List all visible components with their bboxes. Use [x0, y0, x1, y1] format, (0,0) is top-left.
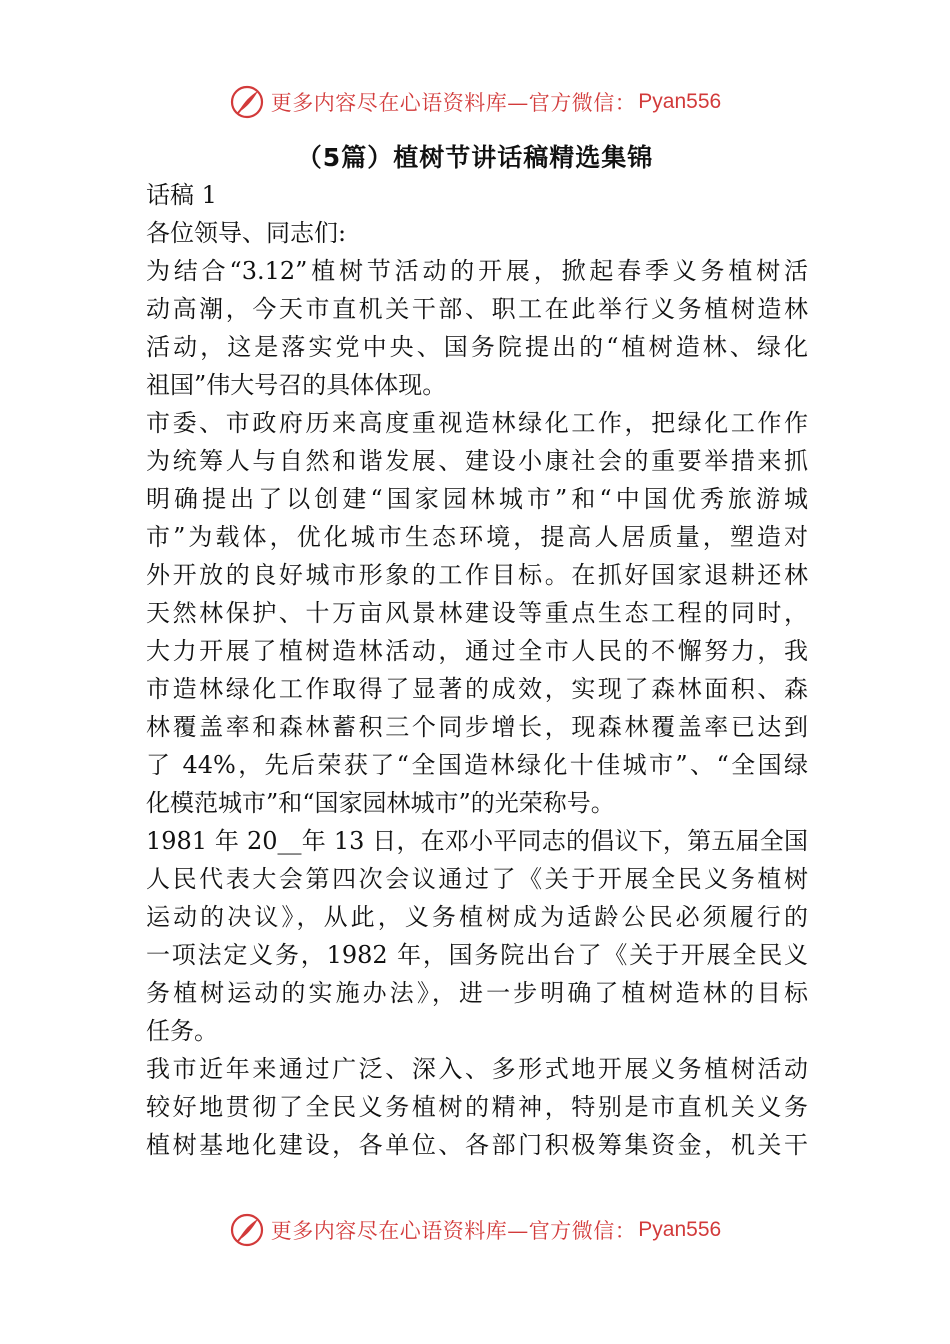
text-line: 为结合“3.12”植树节活动的开展，掀起春季义务植树活: [146, 257, 808, 285]
text-line: 明确提出了以创建“国家园林城市”和“中国优秀旅游城: [146, 485, 808, 513]
quill-pen-logo-icon: [229, 84, 265, 120]
text-line: 植树基地化建设，各单位、各部门积极筹集资金，机关干: [146, 1131, 808, 1159]
banner-text: 更多内容尽在心语资料库—官方微信：: [270, 91, 637, 115]
text-line: 我市近年来通过广泛、深入、多形式地开展义务植树活动: [146, 1055, 808, 1083]
text-line: 较好地贯彻了全民义务植树的精神，特别是市直机关义务: [146, 1093, 808, 1121]
text-line: 话稿 1: [146, 181, 217, 209]
text-line: 化模范城市”和“国家园林城市”的光荣称号。: [146, 789, 615, 817]
text-line: 外开放的良好城市形象的工作目标。在抓好国家退耕还林: [146, 561, 808, 589]
text-line: 市委、市政府历来高度重视造林绿化工作，把绿化工作作: [146, 409, 808, 437]
text-line: 任务。: [146, 1017, 218, 1045]
quill-pen-logo-icon: [229, 1212, 265, 1248]
text-line: 活动，这是落实党中央、国务院提出的“植树造林、绿化: [146, 333, 808, 361]
text-line: 大力开展了植树造林活动，通过全市人民的不懈努力，我: [146, 637, 808, 665]
banner-wechat-id: Pyan556: [638, 90, 722, 113]
text-line: 1981 年 20__年 13 日，在邓小平同志的倡议下，第五届全国: [146, 827, 808, 855]
banner-wechat-id: Pyan556: [638, 1218, 722, 1241]
text-line: 天然林保护、十万亩风景林建设等重点生态工程的同时，: [146, 599, 808, 627]
text-line: 市造林绿化工作取得了显著的成效，实现了森林面积、森: [146, 675, 808, 703]
text-line: 了 44%，先后荣获了“全国造林绿化十佳城市”、“全国绿: [146, 751, 808, 779]
text-line: 林覆盖率和森林蓄积三个同步增长，现森林覆盖率已达到: [146, 713, 808, 741]
text-line: 各位领导、同志们:: [146, 219, 347, 247]
text-line: 人民代表大会第四次会议通过了《关于开展全民义务植树: [146, 865, 808, 893]
document-body: [146, 176, 808, 1164]
banner-text: 更多内容尽在心语资料库—官方微信：: [270, 1219, 637, 1243]
text-line: 运动的决议》，从此，义务植树成为适龄公民必须履行的: [146, 903, 808, 931]
document-title: （5篇）植树节讲话稿精选集锦: [296, 143, 654, 172]
text-line: 祖国”伟大号召的具体体现。: [146, 371, 447, 399]
text-line: 市”为载体，优化城市生态环境，提高人居质量，塑造对: [146, 523, 808, 551]
header-banner: [0, 82, 950, 122]
footer-banner: [0, 1210, 950, 1250]
text-line: 一项法定义务，1982 年，国务院出台了《关于开展全民义: [146, 941, 808, 969]
text-line: 为统筹人与自然和谐发展、建设小康社会的重要举措来抓: [146, 447, 808, 475]
text-line: 务植树运动的实施办法》，进一步明确了植树造林的目标: [146, 979, 808, 1007]
text-line: 动高潮，今天市直机关干部、职工在此举行义务植树造林: [146, 295, 808, 323]
